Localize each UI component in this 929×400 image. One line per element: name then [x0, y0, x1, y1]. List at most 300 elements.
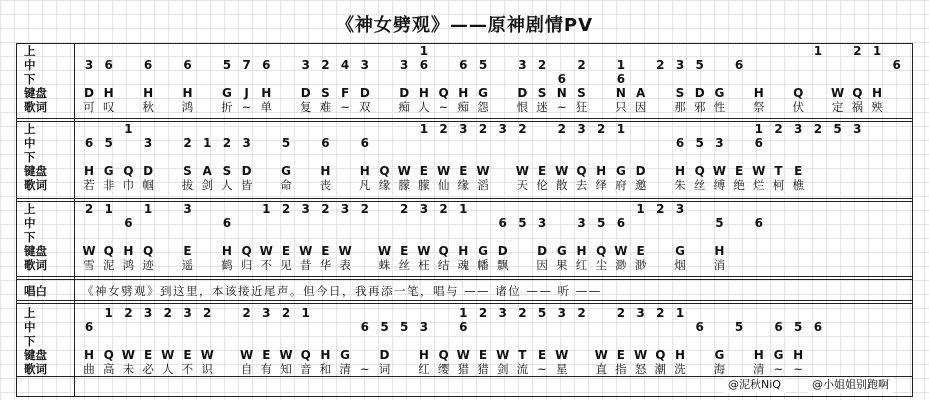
key-letter: H [359, 164, 370, 178]
key-letter: F [340, 86, 350, 100]
rule-line [16, 43, 17, 396]
key-letter: Q [379, 164, 390, 178]
lyric-char: 烟 [674, 258, 686, 272]
note-digit: 2 [478, 306, 488, 320]
key-letter: Q [123, 164, 134, 178]
key-letter: H [320, 164, 331, 178]
key-letter: D [517, 86, 528, 100]
rule-line [16, 303, 913, 304]
key-letter: H [261, 86, 272, 100]
note-digit: 2 [813, 122, 823, 136]
key-letter: H [143, 86, 154, 100]
note-digit: 2 [242, 306, 251, 320]
rule-line [16, 201, 913, 202]
note-digit: 6 [734, 58, 744, 72]
lyric-char: 猎 [457, 362, 470, 376]
note-digit: 5 [400, 320, 409, 334]
key-letter: E [143, 348, 153, 362]
lyric-char: 人 [418, 100, 430, 114]
key-letter: S [321, 86, 330, 100]
key-letter: W [397, 164, 411, 178]
lyric-char: 巾 [122, 178, 135, 192]
note-digit: 5 [281, 136, 291, 150]
lyric-char: 洗 [674, 362, 686, 376]
lyric-char: 潮 [654, 362, 667, 376]
lyric-char: 绎 [595, 178, 607, 192]
lyric-char: 伦 [536, 178, 548, 192]
row-label: 中 [24, 136, 36, 150]
key-letter: S [537, 86, 547, 100]
note-digit: 2 [360, 202, 369, 216]
key-letter: H [83, 348, 95, 362]
key-letter: G [714, 348, 725, 362]
lyric-char: 海 [713, 362, 726, 376]
key-letter: W [436, 164, 451, 178]
lyric-char: 怨 [477, 100, 489, 114]
note-digit: 5 [478, 58, 488, 72]
note-digit: 6 [754, 136, 763, 150]
key-letter: W [200, 348, 214, 362]
note-digit: 5 [695, 58, 704, 72]
key-letter: G [103, 164, 114, 178]
lyric-char: 剑 [496, 362, 509, 376]
row-label: 上 [24, 306, 36, 320]
note-digit: 2 [321, 202, 330, 216]
key-letter: W [299, 244, 313, 258]
page-title: 《神女劈观》——原神剧情PV [335, 15, 594, 36]
note-digit: 2 [577, 306, 586, 320]
key-letter: E [734, 164, 744, 178]
note-digit: 2 [518, 306, 527, 320]
rule-line [16, 300, 913, 301]
key-letter: D [399, 86, 410, 100]
note-digit: 2 [853, 44, 862, 58]
key-letter: Q [142, 244, 154, 258]
lyric-char: 昔 [299, 258, 312, 272]
note-digit: 6 [813, 320, 823, 334]
lyric-char: 鸿 [122, 258, 135, 272]
row-label: 下 [24, 230, 36, 244]
credit-author: @泥秋NiQ [724, 377, 785, 393]
note-digit: 2 [656, 306, 665, 320]
row-label: 中 [24, 320, 36, 334]
lyric-char: 人 [162, 362, 174, 376]
note-digit: 3 [577, 216, 586, 230]
lyric-char: 狂 [575, 100, 588, 114]
row-label: 键盘 [24, 348, 47, 362]
note-digit: 2 [577, 58, 586, 72]
lyric-char: 拔 [181, 178, 194, 192]
note-digit: 6 [222, 216, 232, 230]
credit-source: @小姐姐别跑啊 [808, 377, 893, 393]
lyric-char: 幡 [477, 258, 489, 272]
lyric-char: 怒 [634, 362, 647, 376]
note-digit: 3 [794, 122, 803, 136]
note-digit: 1 [262, 202, 271, 216]
note-digit: 2 [774, 122, 783, 136]
row-label: 下 [24, 150, 36, 164]
lyric-char: 仙 [437, 178, 450, 192]
note-digit: 2 [439, 122, 448, 136]
lyric-char: 凡 [359, 178, 371, 192]
lyric-char: 知 [280, 362, 292, 376]
note-digit: 6 [557, 72, 566, 86]
note-digit: 1 [419, 122, 429, 136]
lyric-char: 剑 [201, 178, 213, 192]
key-letter: E [459, 164, 468, 178]
note-digit: 6 [675, 136, 685, 150]
lyric-char: 定 [831, 100, 844, 114]
key-letter: Q [438, 348, 449, 362]
note-digit: 3 [459, 122, 468, 136]
note-digit: 1 [813, 44, 823, 58]
singing-label: 唱白 [24, 284, 47, 298]
key-letter: W [496, 348, 510, 362]
lyric-char: 帼 [142, 178, 154, 192]
key-letter: H [458, 86, 469, 100]
key-letter: W [377, 244, 392, 258]
note-digit: 3 [400, 58, 409, 72]
lyric-char: 可 [83, 100, 95, 114]
key-letter: Q [596, 244, 607, 258]
key-letter: Q [241, 244, 252, 258]
key-letter: E [183, 348, 192, 362]
lyric-char: 叹 [102, 100, 115, 114]
key-letter: E [537, 348, 547, 362]
key-letter: Q [793, 86, 804, 100]
note-digit: 6 [754, 216, 763, 230]
lyric-char: 泥 [102, 258, 115, 272]
note-digit: 2 [616, 306, 626, 320]
row-label: 上 [24, 202, 36, 216]
note-digit: 3 [360, 58, 369, 72]
note-digit: 2 [183, 136, 192, 150]
note-digit: 3 [715, 136, 724, 150]
note-digit: 1 [636, 202, 645, 216]
note-digit: 3 [340, 202, 350, 216]
key-letter: E [478, 348, 488, 362]
key-letter: G [478, 244, 488, 258]
note-digit: 2 [557, 122, 566, 136]
lyric-char: 未 [122, 362, 135, 376]
rule-line [16, 396, 913, 397]
note-digit: 2 [656, 58, 665, 72]
note-digit: 3 [675, 202, 685, 216]
key-letter: W [338, 244, 352, 258]
lyric-char: 指 [615, 362, 627, 376]
key-letter: H [123, 244, 134, 258]
key-letter: G [675, 244, 685, 258]
lyric-char: 魂 [457, 258, 470, 272]
lyric-char: 音 [299, 362, 312, 376]
key-letter: G [556, 244, 567, 258]
key-letter: S [222, 164, 232, 178]
key-letter: G [714, 86, 725, 100]
lyric-char: 樵 [792, 178, 804, 192]
row-label: 中 [24, 216, 36, 230]
note-digit: 2 [222, 136, 232, 150]
lyric-char: ~ [793, 362, 803, 376]
lyric-char: 识 [201, 362, 213, 376]
note-digit: 1 [616, 58, 626, 72]
note-digit: 3 [183, 306, 192, 320]
key-letter: D [694, 86, 705, 100]
note-digit: 1 [143, 202, 153, 216]
note-digit: 6 [459, 320, 468, 334]
rule-line [912, 43, 913, 396]
lyric-char: 非 [102, 178, 115, 192]
note-digit: 2 [400, 202, 409, 216]
row-label: 中 [24, 58, 36, 72]
note-digit: 6 [124, 216, 133, 230]
note-digit: 2 [124, 306, 133, 320]
lyric-char: 祸 [851, 100, 864, 114]
key-letter: H [793, 348, 804, 362]
lyric-char: 消 [713, 258, 726, 272]
key-letter: Q [694, 164, 705, 178]
key-letter: W [712, 164, 727, 178]
rule-line [16, 376, 913, 377]
note-digit: 3 [84, 58, 94, 72]
lyric-char: 恨 [516, 100, 529, 114]
key-letter: H [418, 348, 429, 362]
lyric-char: 雪 [83, 258, 95, 272]
key-letter: W [555, 164, 569, 178]
lyric-char: 命 [280, 178, 292, 192]
lyric-char: 去 [575, 178, 588, 192]
lyric-char: 祭 [753, 100, 765, 114]
note-digit: 3 [262, 306, 271, 320]
note-digit: 6 [360, 320, 369, 334]
singing-text: 《神女劈观》到这里，本该接近尾声。但今日，我再添一笔，唱与 —— 诸位 —— 听 —— [82, 284, 602, 298]
key-letter: H [576, 244, 587, 258]
lyric-char: 单 [260, 100, 273, 114]
key-letter: Q [852, 86, 863, 100]
lyric-char: 见 [280, 258, 292, 272]
note-digit: 2 [203, 306, 212, 320]
key-letter: W [515, 164, 530, 178]
key-letter: H [674, 348, 686, 362]
key-letter: D [300, 86, 311, 100]
note-digit: 6 [616, 216, 626, 230]
key-letter: D [379, 348, 390, 362]
row-label: 下 [24, 72, 36, 86]
lyric-char: ~ [773, 362, 784, 376]
key-letter: Q [300, 348, 311, 362]
rule-line [16, 198, 913, 199]
lyric-char: 性 [713, 100, 726, 114]
key-letter: N [615, 86, 626, 100]
key-letter: D [241, 164, 252, 178]
lyric-char: 果 [556, 258, 568, 272]
key-letter: H [103, 86, 114, 100]
key-letter: E [419, 164, 428, 178]
note-digit: 6 [262, 58, 271, 72]
lyric-char: 因 [536, 258, 548, 272]
key-letter: W [614, 244, 628, 258]
note-digit: 3 [518, 58, 527, 72]
key-letter: G [615, 164, 626, 178]
lyric-char: 痴 [457, 100, 470, 114]
key-letter: W [594, 348, 608, 362]
note-digit: 6 [774, 320, 783, 334]
note-digit: 2 [163, 306, 172, 320]
lyric-char: 蛛 [378, 258, 391, 272]
note-digit: 1 [616, 122, 626, 136]
row-label: 歌词 [24, 100, 47, 114]
note-digit: 3 [498, 122, 507, 136]
rule-line [16, 118, 913, 119]
note-digit: 3 [143, 136, 153, 150]
lyric-char: 华 [319, 258, 332, 272]
note-digit: 2 [281, 306, 291, 320]
note-digit: 2 [281, 202, 291, 216]
key-letter: G [221, 86, 232, 100]
row-label: 歌词 [24, 178, 47, 192]
key-letter: E [794, 164, 803, 178]
note-digit: 1 [754, 122, 763, 136]
key-letter: H [458, 244, 469, 258]
note-digit: 6 [84, 320, 94, 334]
key-letter: W [476, 164, 490, 178]
key-letter: W [279, 348, 293, 362]
note-digit: 1 [419, 44, 429, 58]
key-letter: Q [438, 244, 449, 258]
note-digit: 3 [577, 122, 586, 136]
note-digit: 6 [84, 136, 94, 150]
note-digit: 2 [84, 202, 94, 216]
key-letter: W [417, 244, 431, 258]
row-label: 键盘 [24, 86, 47, 100]
note-digit: 6 [892, 58, 901, 72]
lyric-char: ~ [537, 362, 547, 376]
note-digit: 2 [321, 58, 330, 72]
note-digit: 3 [242, 136, 251, 150]
key-letter: G [773, 348, 784, 362]
note-digit: 6 [498, 216, 507, 230]
note-digit: 3 [557, 306, 566, 320]
key-letter: H [221, 244, 232, 258]
key-letter: S [183, 164, 192, 178]
note-digit: 1 [124, 122, 133, 136]
lyric-char: 和 [319, 362, 332, 376]
row-label: 下 [24, 334, 36, 348]
note-digit: 1 [203, 136, 212, 150]
key-letter: A [202, 164, 212, 178]
note-digit: 5 [380, 320, 389, 334]
key-letter: T [774, 164, 783, 178]
note-digit: 6 [143, 58, 153, 72]
key-letter: E [183, 244, 192, 258]
note-digit: 2 [537, 58, 547, 72]
lyric-char: ~ [340, 100, 350, 114]
note-digit: 6 [360, 136, 369, 150]
lyric-char: 那 [674, 100, 686, 114]
key-letter: E [636, 244, 645, 258]
lyric-char: 渺 [615, 258, 627, 272]
lyric-char: 飘 [496, 258, 509, 272]
rule-line [16, 279, 913, 280]
note-digit: 3 [537, 216, 547, 230]
lyric-char: 不 [260, 258, 273, 272]
lyric-char: 有 [260, 362, 273, 376]
lyric-char: 枉 [418, 258, 430, 272]
lyric-char: 流 [516, 362, 529, 376]
key-letter: W [259, 244, 273, 258]
lyric-char: 散 [556, 178, 568, 192]
lyric-char: 绝 [733, 178, 745, 192]
note-digit: 3 [419, 320, 429, 334]
key-letter: W [555, 348, 569, 362]
lyric-char: 清 [339, 362, 351, 376]
lyric-char: 缨 [437, 362, 450, 376]
lyric-char: ~ [438, 100, 449, 114]
lyric-char: 缘 [457, 178, 470, 192]
key-letter: E [281, 244, 291, 258]
key-letter: W [830, 86, 845, 100]
lyric-char: 柯 [772, 178, 785, 192]
lyric-char: 府 [615, 178, 627, 192]
note-digit: 3 [675, 58, 685, 72]
key-letter: H [871, 86, 883, 100]
note-digit: 3 [301, 58, 310, 72]
lyric-char: 迷 [536, 100, 548, 114]
note-digit: 1 [104, 306, 113, 320]
lyric-char: 表 [339, 258, 351, 272]
note-digit: 3 [498, 306, 507, 320]
key-letter: E [321, 244, 330, 258]
lyric-char: 若 [83, 178, 95, 192]
lyric-char: 红 [575, 258, 588, 272]
lyric-char: 红 [418, 362, 430, 376]
lyric-char: 朦 [398, 178, 410, 192]
lyric-char: 天 [516, 178, 529, 192]
key-letter: D [84, 86, 94, 100]
note-digit: 3 [419, 202, 429, 216]
lyric-char: 鸿 [181, 100, 194, 114]
key-letter: J [244, 86, 249, 100]
key-letter: W [633, 348, 648, 362]
lyric-char: 折 [221, 100, 233, 114]
key-letter: W [456, 348, 470, 362]
note-digit: 2 [478, 122, 488, 136]
key-letter: G [340, 348, 351, 362]
key-letter: D [497, 244, 508, 258]
lyric-char: 曲 [83, 362, 95, 376]
key-letter: W [161, 348, 175, 362]
note-digit: 5 [715, 216, 724, 230]
note-digit: 3 [636, 306, 645, 320]
note-digit: 3 [143, 306, 153, 320]
lyric-char: 只 [615, 100, 627, 114]
lyric-char: 缚 [713, 178, 726, 192]
note-digit: 2 [439, 202, 448, 216]
note-digit: 7 [242, 58, 251, 72]
lyric-char: 朦 [418, 178, 430, 192]
note-digit: 5 [537, 306, 547, 320]
lyric-char: 归 [240, 258, 253, 272]
lyric-char: 丝 [398, 258, 410, 272]
note-digit: 1 [301, 306, 310, 320]
note-digit: 5 [695, 136, 704, 150]
lyric-char: 丝 [693, 178, 706, 192]
note-digit: 5 [833, 122, 842, 136]
key-letter: A [635, 86, 646, 100]
lyric-char: 渺 [634, 258, 647, 272]
lyric-char: 丧 [319, 178, 332, 192]
key-letter: D [635, 164, 646, 178]
key-letter: D [359, 86, 370, 100]
